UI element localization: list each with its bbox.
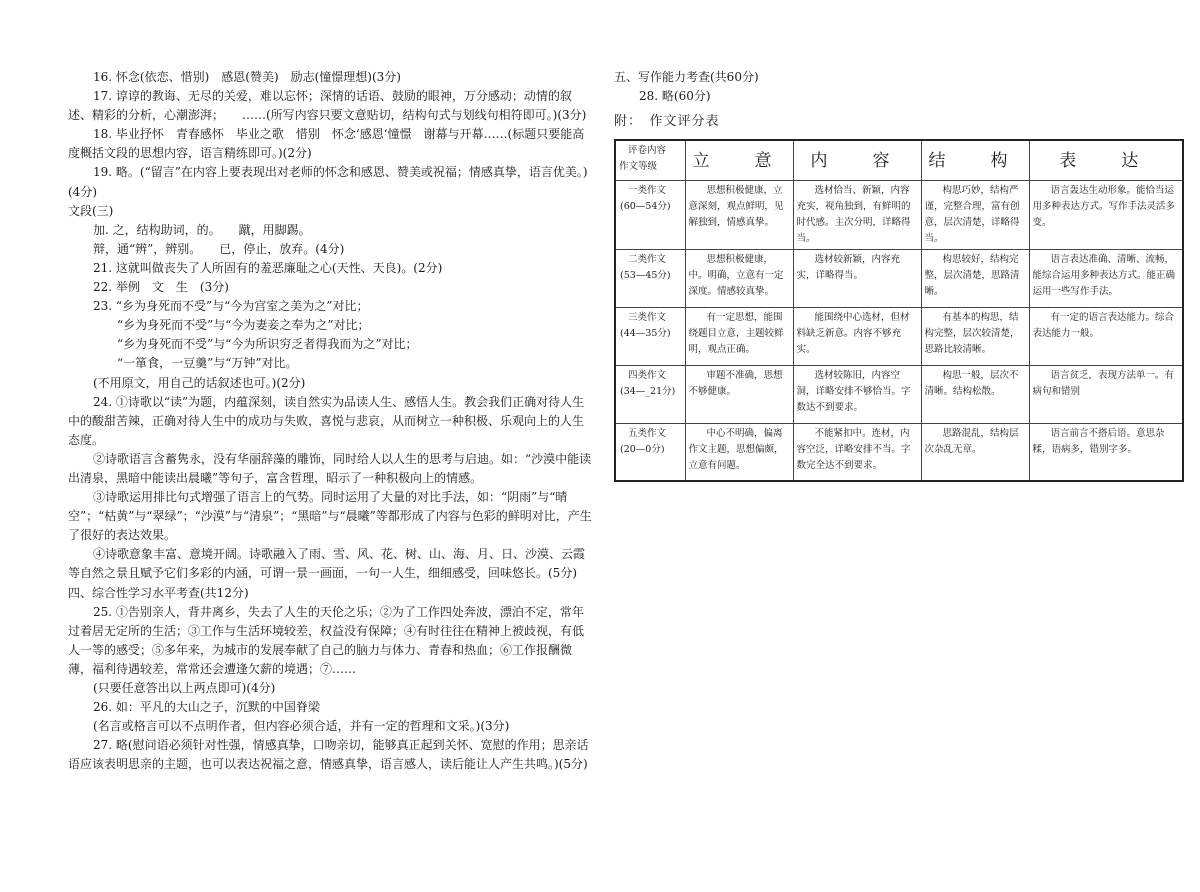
answer-paragraph: “一箪食，一豆羹”与“万钟”对比。 — [117, 356, 298, 371]
answer-paragraph: 辩，通“辨”，辨别。 已，停止，放弃。(4分) — [93, 241, 345, 256]
answer-paragraph: 18. 毕业抒怀 青春感怀 毕业之歌 惜别 怀念‘感恩‘憧憬 谢幕与开幕……(标题只要能高度概括文段的思想内容，语言精练即可。)(2分) — [68, 127, 585, 161]
level-range: (20—0分) — [620, 443, 665, 455]
criteria-cell: 构思一般，层次不清晰。结构松散。 — [921, 365, 1029, 423]
right-column — [614, 68, 1182, 482]
header-corner-bottom: 作文等级 — [619, 161, 658, 173]
answer-paragraph: “乡为身死而不受”与“今为妻妾之奉为之”对比； — [117, 318, 370, 333]
header-corner-top: 评卷内容 — [628, 145, 667, 157]
level-name: 四类作文 — [628, 369, 667, 381]
table-row — [615, 423, 1183, 481]
answer-paragraph: 文段(三) — [68, 203, 114, 218]
criteria-cell: 有一定的语言表达能力。综合表达能力一般。 — [1029, 307, 1183, 365]
answer-paragraph: 24. ①诗歌以“读”为题，内蕴深刻，读自然实为品读人生、感悟人生。教会我们正确对待人生中的酸甜苦辣，正确对待人生中的成功与失败，喜悦与悲哀，从而树立一种积极、乐观向上的人生态度。 — [68, 394, 585, 447]
level-cell — [615, 249, 685, 307]
answer-paragraph: 21. 这就叫做丧失了人所固有的羞恶廉耻之心(天性、天良)。(2分) — [93, 260, 443, 275]
criteria-cell: 中心不明确，偏离作文主题，思想偏颇，立意有问题。 — [685, 423, 793, 481]
criteria-cell: 能围绕中心选材，但材料缺乏新意。内容不够充实。 — [793, 307, 921, 365]
answer-paragraph: ③诗歌运用排比句式增强了语言上的气势。同时运用了大量的对比手法，如：“阴雨”与“晴空”；“枯黄”与“翠绿”；“沙漠”与“清泉”；“黑暗”与“晨曦”等都形成了内容与色彩的鲜明对比，产生了很好的表达效果。 — [68, 490, 592, 543]
section5-heading: 五、写作能力考查(共60分) — [614, 70, 759, 84]
criteria-cell: 思路混乱，结构层次杂乱无章。 — [921, 423, 1029, 481]
criteria-cell: 构思较好，结构完整，层次清楚，思路清晰。 — [921, 249, 1029, 307]
criteria-cell: 思想积极健康，立意深刻，观点鲜明，见解独到，情感真挚。 — [685, 180, 793, 249]
table-header-row — [615, 140, 1183, 180]
level-range: (53—45分) — [620, 269, 671, 281]
answer-paragraph: 22. 举例 文 生 (3分) — [93, 280, 229, 295]
level-range: (60—54分) — [620, 200, 671, 212]
level-range: (44—35分) — [620, 327, 671, 339]
table-row — [615, 307, 1183, 365]
essay-scoring-table — [614, 139, 1184, 482]
answer-paragraph: “乡为身死而不受”与“今为所识穷乏者得我而为之”对比； — [117, 337, 418, 352]
table-row — [615, 365, 1183, 423]
criteria-cell: 思想积极健康，中。明确，立意有一定深度。情感较真挚。 — [685, 249, 793, 307]
q28-answer: 28. 略(60分) — [639, 89, 711, 104]
answer-paragraph: 27. 略(慰问语必须针对性强，情感真挚，口吻亲切，能够真正起到关怀、宽慰的作用；思亲话语应该表明思亲的主题，也可以表达祝福之意，情感真挚，语言感人，读后能让人产生共鸣。)(5分) — [68, 738, 589, 772]
left-column — [68, 68, 594, 774]
level-name: 五类作文 — [628, 427, 667, 439]
header-corner-cell — [615, 140, 685, 180]
criteria-cell: 语言前言不搭后语。意思杂糅，语病多，错别字多。 — [1029, 423, 1183, 481]
answer-paragraph: (不用原文，用自己的话叙述也可。)(2分) — [93, 375, 306, 390]
level-cell — [615, 180, 685, 249]
criteria-cell: 不能紧扣中。连材，内容空泛，详略安排不当。字数完全达不到要求。 — [793, 423, 921, 481]
answer-paragraph: ④诗歌意象丰富、意境开阔。诗歌融入了雨、雪、风、花、树、山、海、月、日、沙漠、云霞等自然之景且赋予它们多彩的内涵，可谓一景一画面，一句一人生，细细感受，回味悠长。(5分) — [68, 547, 586, 581]
criteria-cell: 语言轰达生动形象。能恰当运用多种表达方式。写作手法灵活多变。 — [1029, 180, 1183, 249]
criteria-cell: 选材恰当、新颖，内容充实，视角独到，有鲜明的时代感。主次分明，详略得当。 — [793, 180, 921, 249]
criteria-cell: 选材较新颖，内容充实，详略得当。 — [793, 249, 921, 307]
answer-paragraph: 四、综合性学习水平考查(共12分) — [68, 585, 249, 600]
header-liyi: 立 意 — [685, 140, 793, 180]
criteria-cell: 有一定思想，能围绕题目立意，主题较鲜明，观点正确。 — [685, 307, 793, 365]
level-name: 一类作文 — [628, 184, 667, 196]
level-name: 三类作文 — [628, 311, 667, 323]
table-row — [615, 180, 1183, 249]
header-neirong: 内 容 — [793, 140, 921, 180]
answer-paragraph: 16. 怀念(依恋、惜别) 感恩(赞美) 励志(憧憬理想)(3分) — [93, 70, 401, 84]
criteria-cell: 语言贫乏，表现方法单一。有病句和错别 — [1029, 365, 1183, 423]
answer-paragraph: 26. 如：平凡的大山之子，沉默的中国脊梁 — [93, 700, 320, 715]
table-row — [615, 249, 1183, 307]
answer-paragraph: 17. 谆谆的教诲、无尽的关爱，难以忘怀；深情的话语、鼓励的眼神，万分感动；动情的叙述、精彩的分析，心潮澎湃； ……(所写内容只要文意贴切，结构句式与划线句相符即可。)(3分) — [68, 89, 587, 123]
level-cell — [615, 365, 685, 423]
criteria-cell: 审题不准确，思想不够健康。 — [685, 365, 793, 423]
answer-paragraph: (名言或格言可以不点明作者，但内容必须合适，并有一定的哲理和文采。)(3分) — [93, 719, 510, 734]
appendix-title: 附： 作文评分表 — [614, 114, 720, 130]
criteria-cell: 语言表达准确、清晰、流畅，能综合运用多种表达方式。能正确运用一些写作手法。 — [1029, 249, 1183, 307]
criteria-cell: 选材较陈旧，内容空洞，详略安排不够恰当。字数达不到要求。 — [793, 365, 921, 423]
table-body — [615, 180, 1183, 481]
answer-paragraph: ②诗歌语言含蓄隽永，没有华丽辞藻的雕饰，同时给人以人生的思考与启迪。如：“沙漠中能读出清泉，黑暗中能读出晨曦”等句子，富含哲理，昭示了一种积极向上的情感。 — [68, 451, 592, 485]
level-range: (34—_21分) — [620, 385, 676, 397]
answer-paragraph: 23. “乡为身死而不受”与“今为宫室之美为之”对比； — [93, 299, 369, 314]
level-cell — [615, 423, 685, 481]
answer-paragraph: 加. 之，结构助词，的。 蹴，用脚踢。 — [93, 222, 311, 237]
answer-paragraph: 25. ①告别亲人，背井离乡，失去了人生的天伦之乐；②为了工作四处奔波，漂泊不定，常年过着居无定所的生活；③工作与生活环境较差，权益没有保障；④有时往往在精神上被歧视，有低人一等的感受；⑤多年来，为城市的发展奉献了自己的脑力与体力、青春和热血；⑥工作报酬微薄，福利待遇较差，常常还会遭逢欠薪的境遇；⑦…… — [68, 604, 585, 676]
answer-paragraph: 19. 略。(“留言”在内容上要表现出对老师的怀念和感恩、赞美或祝福；情感真挚，语言优美。)(4分) — [68, 165, 588, 199]
header-jiegou: 结 构 — [921, 140, 1029, 180]
answer-paragraph: (只要任意答出以上两点即可)(4分) — [93, 681, 276, 695]
header-biaoda: 表 达 — [1029, 140, 1183, 180]
level-cell — [615, 307, 685, 365]
level-name: 二类作文 — [628, 253, 667, 265]
criteria-cell: 构思巧妙，结构严谨，完整合理，富有创意，层次清楚，详略得当。 — [921, 180, 1029, 249]
criteria-cell: 有基本的构思，结构完整，层次较清楚，思路比较清晰。 — [921, 307, 1029, 365]
